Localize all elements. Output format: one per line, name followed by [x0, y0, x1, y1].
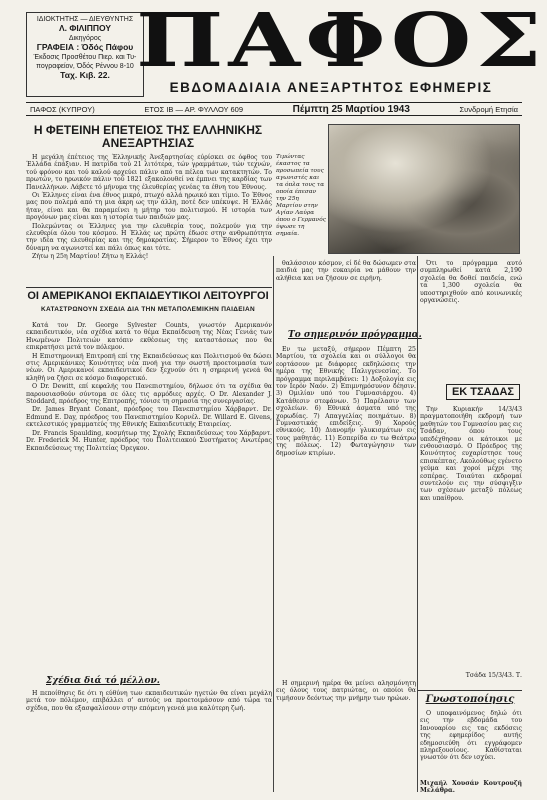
- article2-subheadline: ΚΑΤΑΣΤΡΩΝΟΥΝ ΣΧΕΔΙΑ ΔΙΑ ΤΗΝ ΜΕΤΑΠΟΛΕΜΙΚΗΝ ΠΑΙΔΕΙΑΝ: [41, 306, 255, 313]
- article1-headline: Η ΦΕΤΕΙΝΗ ΕΠΕΤΕΙΟΣ ΤΗΣ ΕΛΛΗΝΙΚΗΣ ΑΝΕΞΑΡΤΗΣΙΑΣ: [33, 123, 263, 150]
- publisher-line: πογραφείον, Όδός Ρέννου 8-10: [36, 63, 134, 71]
- article2-paragraph: Dr. James Bryant Conant, πρόεδρος του Πανεπιστημίου Χάρβαρντ. Dr. Edmund E. Day, πρόεδρος του Πανεπιστημίου Κορνέλ. Dr. Willard E. Givens, εκτελεστικός γραμματεύς της Εθνικής Εκπαιδευτικής Εταιρείας.: [26, 406, 272, 429]
- sidebar-paragraph: Ότι το πρόγραμμα αυτό συμπληρωθεί κατά 2,190 σχολεία θα δοθεί παιδεία, ενώ τα 1,300 σχολεία θα υποστηριχθούν από κοινωνικές οργανώσεις.: [420, 260, 522, 305]
- gnostopoiisis-title: Γνωστοποίησις: [425, 694, 515, 705]
- article2-section-body: [26, 690, 272, 790]
- photo-caption: Τιμώντας έκαστος τα προσωπεία τους αγωνιστές και τα όπλα τους τα οποία έπεσαν την 25η Μαρτίου στην Αγίαν Λαύρα όπου ο Γερμανός ύψωσε τη σημαία.: [276, 154, 326, 237]
- publisher-box: [26, 12, 144, 97]
- ek-tsadas-paragraph: Την Κυριακήν 14/3/43 πραγματοποιήθη εκδρομή των μαθητών του Γυμνασίου μας εις Τσάδαν, όπου τους υπεδέχθησαν οι κάτοικοι με ενθουσιασμό. Ο Πρόεδρος της Κοινότητος ευχαρίστησε τους επισκέπτας. Ακολούθως εγένετο γεύμα και χοροί μέχρι της εσπέρας. Τοιαύται εκδρομαί συντελούν εις την σύσφιγξιν των σχέσεων μεταξύ πόλεως και υπαίθρου.: [420, 406, 522, 502]
- publisher-line: Δικηγόρος: [68, 34, 102, 42]
- sidebar-text: [420, 260, 522, 380]
- article2-headline-block: [26, 290, 270, 316]
- article1-body: [26, 154, 272, 286]
- column-divider: [273, 256, 274, 792]
- article2-body: [26, 322, 272, 672]
- publisher-line: Λ. ΦΙΛΙΠΠΟΥ: [58, 23, 112, 34]
- article1-paragraph: Η μεγάλη έπέτειος της Έλληνικής Άνεξαρτησίας εύρίσκει σε όφθος του Έλλάδα έπάξιαν. Η πατρίδα τού 21 λιτότερα, τών γραμμάτων, τών τεχνών, τού φρόνον και τού καλού αρχεύει πάλιν από τα πέλεα των κατακτητών. Το πρωτών, το ηρωικόν πάλιν τού 1821 εξακολουθεί να έμπνει της καρδίας των Πανελλήνων. Λάβετε τό μήνυμα της έλευθερίας γενέας τα έθνη του Έθνους.: [26, 154, 272, 191]
- news-photo: [328, 124, 520, 254]
- gnostopoiisis-paragraph: Ο υποφαινόμενος δηλώ ότι εις την εβδομάδα του Ιανουαρίου εις τας εκδόσεις της εφημερίδος αυτής εδημοσιεύθη ότι εγγράφομεν πληρεξουσίους. Καθίσταται γνωστόν ότι δεν ισχύει.: [420, 710, 522, 762]
- article2-paragraph: Dr. Francis Spaulding, κοσμήτωρ της Σχολής Εκπαιδεύσεως του Χάρβαρντ. Dr. Frederick M. Hunter, πρόεδρος του Πολιτειακού Συστήματος Ανωτέρας Εκπαιδεύσεως της Πολιτείας Όρεγκον.: [26, 429, 272, 452]
- article3-paragraph: Η σημερινή ημέρα θα μείνει αλησμόνητη εις όλους τους πατριώτας, οι οποίοι θα τιμήσουν δεόντως την μνήμην των ηρώων.: [276, 680, 416, 702]
- divider: [418, 690, 522, 691]
- divider: [26, 287, 272, 288]
- article1-paragraph: Ζήτω η 25η Μαρτίου! Ζήτω η Ελλάς!: [32, 253, 149, 261]
- publisher-line: Ταχ. Κιβ. 22.: [60, 70, 110, 81]
- article3-paragraph: θαλάσσιον κόσμον, εί δέ θα δώσωμεν στα παιδιά μας την ευκαιρία να μάθουν την αλήθεια και να ζήσουν σε ειρήνη.: [276, 260, 416, 282]
- section-title: Σχέδια διά τό μέλλον.: [46, 676, 160, 686]
- dateline: [26, 102, 522, 116]
- subscription: Συνδρομή Ετησία: [459, 105, 518, 114]
- article3-body: [276, 346, 416, 676]
- newspaper-logo: ΠΑΦΟΣ: [136, 0, 547, 84]
- newspaper-subtitle: ΕΒΔΟΜΑΔΙΑΙΑ ΑΝΕΞΑΡΤΗΤΟΣ ΕΦΗΜΕΡΙΣ: [169, 80, 493, 95]
- masthead: [6, 0, 547, 124]
- ek-tsadas-signature: Τσάδα 15/3/43. Τ.: [465, 672, 522, 679]
- article2-headline: ΟΙ ΑΜΕΡΙΚΑΝΟΙ ΕΚΠΑΙΔΕΥΤΙΚΟΙ ΛΕΙΤΟΥΡΓΟΙ: [27, 290, 269, 302]
- program-title: Το σημερινόν πρόγραμμα.: [288, 330, 422, 340]
- publisher-line: ΓΡΑΦΕΙΑ : Όδός Πάφου: [36, 42, 134, 53]
- column-divider: [417, 256, 418, 792]
- article2-paragraph: Ο Dr. Dewitt, επί κεφαλής του Πανεπιστημίου, δήλωσε ότι τα σχέδια θα παρουσιασθούν σύντομα σε όλες τις αρμόδιες αρχές. Ο Dr. Alexander J. Stoddard, πρόεδρος της Επιτροπής, τόνισε τη σημασία της συνεργασίας.: [26, 383, 272, 406]
- publisher-line: ΙΔΙΟΚΤΗΤΗΣ — ΔΙΕΥΘΥΝΤΗΣ: [36, 16, 134, 23]
- article2-section-paragraph: Η πεποίθησις δε ότι η εύθύνη των εκπαιδευτικών ηγετών θα είναι μεγάλη μετά τον πόλεμον, επιβάλλει σ' αυτούς να προετοιμάσουν από τώρα τα σχέδια, που θα εξασφαλίσουν στην επόμενη γενεά μια καλύτερη ζωή.: [26, 690, 272, 712]
- article3-intro: [276, 260, 416, 326]
- article3-closing: [276, 680, 416, 790]
- gnostopoiisis-body: [420, 710, 522, 778]
- article2-paragraph: Κατά τον Dr. George Sylvester Counts, γνωστόν Αμερικανόν εκπαιδευτικόν, νέα σχέδια κατά το θέμα Εκπαίδευση της Νέας Γενιάς των Ηνωμένων Πολιτειών κατόπιν εκθέσεως της καταστάσεως που θα επικρατήσει μετά τον πόλεμον.: [26, 322, 272, 352]
- article2-paragraph: Η Επιστημονική Επιτροπή επί της Εκπαιδεύσεως και Πολιτισμού θα δώσει στις Αμερικάνικες Κοινότητες νέα πνοή για την σωστή προετοιμασία των νέων. Οι Αμερικανοί εκπαιδευτικοί δεν ξεχνούν ότι η σημερινή γενεά θα κληθή να ζήσει σε κόσμο διαφορετικό.: [26, 352, 272, 382]
- ek-tsadas-title: ΕΚ ΤΣΑΔΑΣ: [446, 384, 520, 400]
- ek-tsadas-body: [420, 406, 522, 668]
- issue-number: ΕΤΟΣ ΙΒ — ΑΡ. ΦΥΛΛΟΥ 609: [144, 105, 244, 114]
- issue-date: Πέμπτη 25 Μαρτίου 1943: [292, 104, 410, 115]
- article1-paragraph: Οι Έλληνες είναι ένα έθνος μικρό, πτωχό αλλά ηρωικό και τίμιο. Το Έθνος μας που πολεμά από τη μια άκρη ως την άλλη, ποτέ δεν υπέκυψε. Η Έλλάς ήταν, είναι και θα παραμείνει η μήτηρ του πολιτισμού. Η ιστορία των προγόνων μας είναι και η ιστορία των παιδιών μας.: [26, 192, 272, 222]
- newspaper-page: [6, 0, 547, 796]
- article1-paragraph: Πολεμώντας οι Έλληνες για την ελευθερία τους, πολεμούν για την ελευθερία όλου του κόσμου. Η Έλλάς ως πρώτη έδωσε στην ανθρωπότητα την ιδέα της ελευθερίας και της δημοκρατίας. Σήμερον το Έθνος έχει την δύναμη να αγωνιστεί και πάλι όπως και τότε.: [26, 222, 272, 252]
- publisher-line: Έκδοσις Προσθέτου Πιερ. και Τυ-: [33, 53, 137, 61]
- gnostopoiisis-signature: Μιχαήλ Χουσάν Κουτρουζή Μελάθρα.: [420, 780, 522, 795]
- article3-paragraph: Εν τω μεταξύ, σήμερον Πέμπτη 25 Μαρτίου, τα σχολεία και οι σύλλογοι θα εορτάσουν με διάφορες εκδηλώσεις την ημέρα της Εθνικής Παλιγγενεσίας. Το πρόγραμμα περιλαμβάνει: 1) Δοξολογία εις τον Ιερόν Ναόν. 2) Επιμνημόσυνον δέησιν. 3) Ομιλίαν υπό του Γυμνασιάρχου. 4) Κατάθεσιν στεφάνων. 5) Παρέλασιν των σχολείων. 6) Εθνικά άσματα υπό της χορωδίας. 7) Απαγγελίας ποιημάτων. 8) Γυμναστικάς επιδείξεις. 9) Χορούς εθνικούς. 10) Διανομήν γλυκισμάτων εις τους μαθητάς. 11) Εσπερίδα εν τω Θεάτρω της πόλεως. 12) Φωταγώγησιν των δημοσίων κτιρίων.: [276, 346, 416, 457]
- place: ΠΑΦΟΣ (ΚΥΠΡΟΥ): [30, 105, 95, 114]
